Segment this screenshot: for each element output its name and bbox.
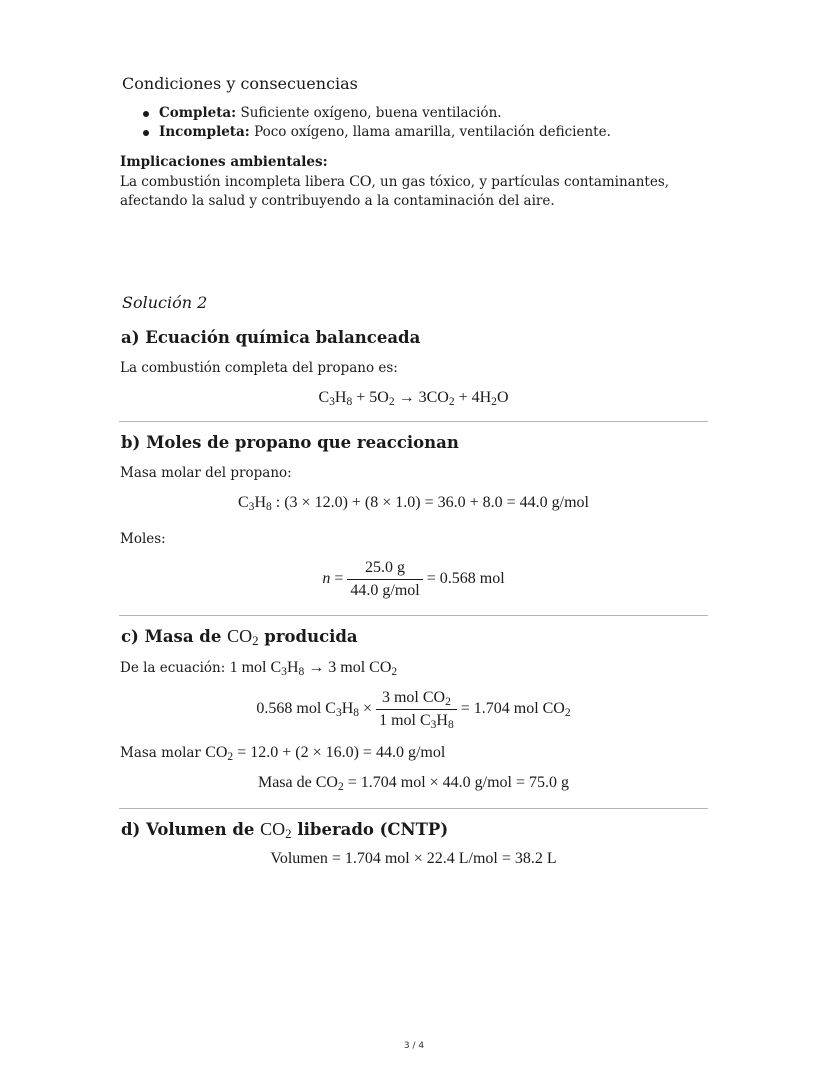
conditions-list <box>119 104 719 142</box>
molar-mass-equation: $C_3H_8$ : (3 × 12.0) + (8 × 1.0) = 36.0 + 8.0 = 44.0 g/mol <box>238 494 589 513</box>
list-item <box>119 123 719 142</box>
section-b-heading: b) Moles de propano que reaccionan <box>121 433 459 452</box>
section-c-heading: c) Masa de $CO_2$ producida <box>121 626 358 649</box>
moles-fraction: $\frac{25.0 g}{\text{44.0 g/mol}}$ <box>347 558 422 601</box>
list-item <box>119 104 719 123</box>
section-a-intro: La combustión completa del propano es: <box>120 360 398 376</box>
molar-mass-label: Masa molar del propano: <box>120 465 292 481</box>
balanced-equation: $C_3H_8 + 5O_2 \to 3CO_2 + 4H_2O$ <box>318 389 509 408</box>
list-item-label: Completa: <box>159 105 237 121</box>
list-item-label: Incompleta: <box>159 124 250 140</box>
co2-mass-equation: Masa de $CO_2 = 1.704$ mol × 44.0 g/mol = 75.0 g <box>257 774 570 793</box>
volume-equation: Volumen = 1.704 mol × 22.4 L/mol = 38.2 L <box>270 850 557 867</box>
section-a-heading: a) Ecuación química balanceada <box>121 328 421 347</box>
moles-equation: n = $\frac{25.0 g}{\text{44.0 g/mol}}$ = 0.568 mol <box>322 559 505 599</box>
stoichiometry-ratio-text: De la ecuación: 1 mol $C_3H_8 \to 3$ mol $CO_2$ <box>120 659 398 678</box>
ratio-fraction: $\frac{3 mol CO_2}{1 mol C_3H_8}$ <box>376 688 457 731</box>
co-formula: CO <box>349 173 372 190</box>
conditions-heading: Condiciones y consecuencias <box>122 74 358 93</box>
moles-label: Moles: <box>120 531 166 547</box>
implications-heading: Implicaciones ambientales: <box>120 154 328 170</box>
conversion-equation: 0.568 mol $C_3H_8$ × $\frac{3 mol CO_2}{1 mol C_3H_8}$ = 1.704 mol $CO_2$ <box>256 689 571 731</box>
co2-molar-mass: Masa molar $CO_2 = 12.0 + (2 \times 16.0) = 44.0$ g/mol <box>120 744 446 763</box>
page-number: 3 / 4 <box>403 1041 425 1051</box>
divider <box>119 615 708 616</box>
solution-title: Solución 2 <box>122 293 208 312</box>
divider <box>119 421 708 422</box>
list-item-text: Poco oxígeno, llama amarilla, ventilación deficiente. <box>254 124 611 140</box>
section-d-heading: d) Volumen de $CO_2$ liberado (CNTP) <box>121 819 449 842</box>
list-item-text: Suficiente oxígeno, buena ventilación. <box>240 105 502 121</box>
implications-text: La combustión incompleta libera CO, un gas tóxico, y partículas contaminantes, afectando la salud y contribuyendo a la contaminación del aire. <box>120 173 670 209</box>
divider <box>119 808 708 809</box>
